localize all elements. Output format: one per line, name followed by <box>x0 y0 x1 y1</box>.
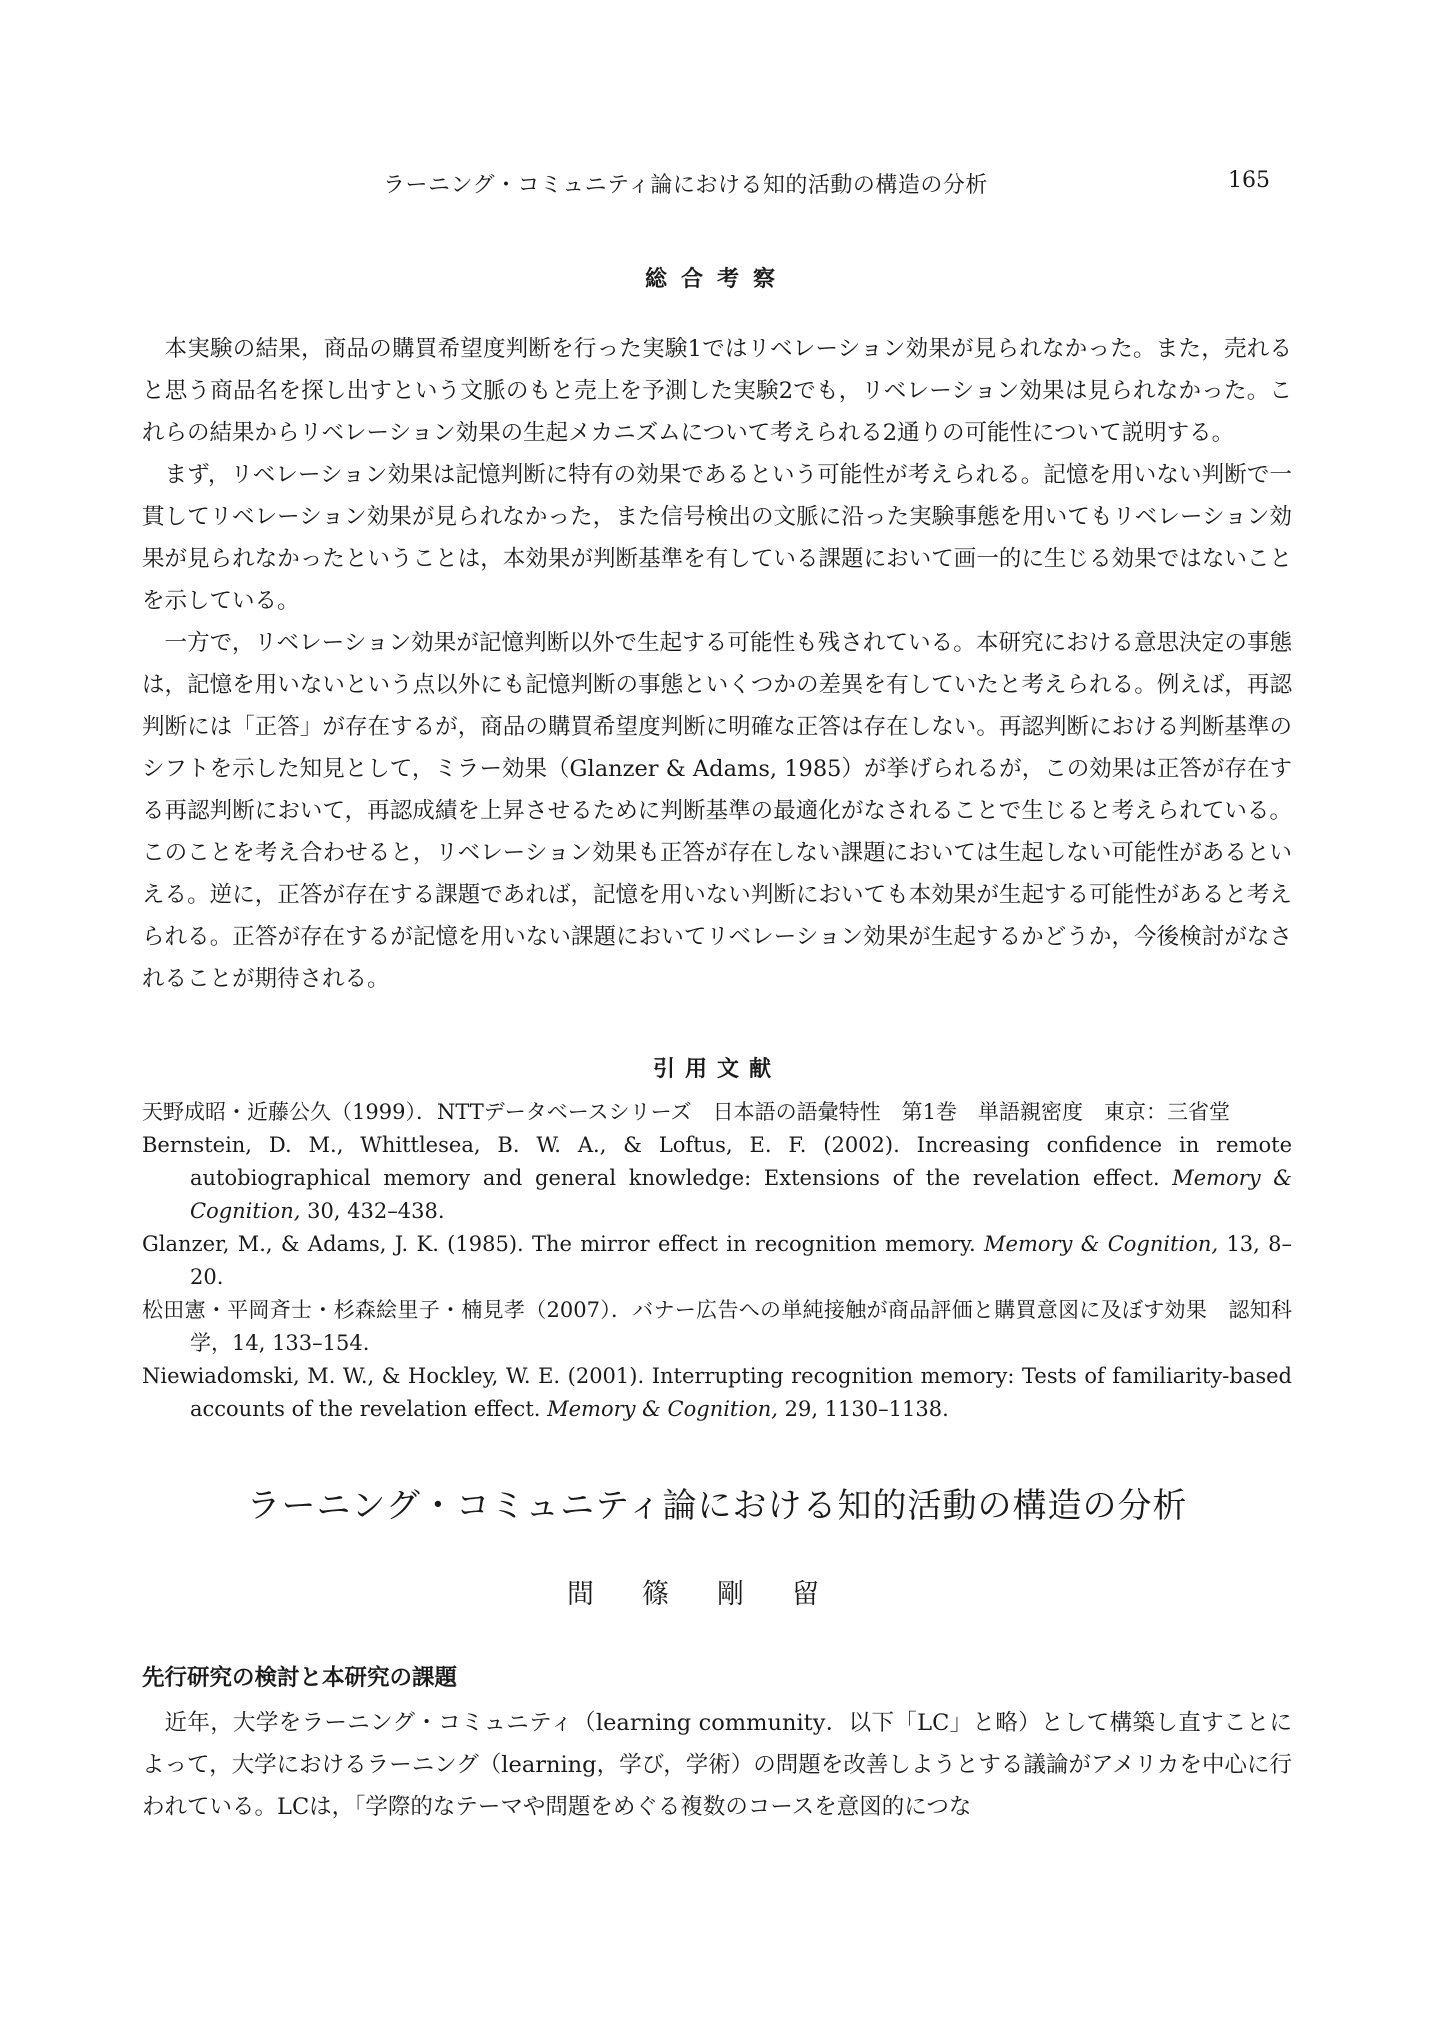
reference-journal: Memory & Cognition, <box>547 1397 778 1421</box>
reference-journal: Memory & Cognition, <box>984 1232 1219 1256</box>
page-number: 165 <box>1228 168 1270 193</box>
discussion-paragraph: まず，リベレーション効果は記憶判断に特有の効果であるという可能性が考えられる。記憶を用いない判断で一貫してリベレーション効果が見られなかった，また信号検出の文脈に沿った実験事態を用いてもリベレーション効果が見られなかったということは，本効果が判断基準を有している課題において画一的に生じる効果ではないことを示している。 <box>142 462 1292 614</box>
article-body <box>142 1702 1292 1828</box>
discussion-heading: 総合考察 <box>644 267 789 292</box>
discussion-paragraph: 一方で，リベレーション効果が記憶判断以外で生起する可能性も残されている。本研究における意思決定の事態は，記憶を用いないという点以外にも記憶判断の事態といくつかの差異を有していたと考えられる。例えば，再認判断には「正答」が存在するが，商品の購買希望度判断に明確な正答は存在しない。再認判断における判断基準のシフトを示した知見として，ミラー効果（Glanzer & Adams, 1985）が挙げられるが，この効果は正答が存在する再認判断において，再認成績を上昇させるために判断基準の最適化がなされることで生じると考えられている。このことを考え合わせると，リベレーション効果も正答が存在しない課題においては生起しない可能性があるといえる。逆に，正答が存在する課題であれば，記憶を用いない判断においても本効果が生起する可能性があると考えられる。正答が存在するが記憶を用いない課題においてリベレーション効果が生起するかどうか，今後検討がなされることが期待される。 <box>142 630 1292 992</box>
discussion-body <box>142 328 1292 1000</box>
reference-item <box>142 1228 1292 1294</box>
references-heading: 引用文献 <box>652 1057 781 1082</box>
reference-item <box>142 1096 1292 1129</box>
reference-item <box>142 1360 1292 1426</box>
reference-item <box>142 1129 1292 1228</box>
subsection-heading: 先行研究の検討と本研究の課題 <box>142 1665 458 1691</box>
reference-text: Glanzer, M., & Adams, J. K. (1985). The mirror effect in recognition memory. <box>142 1232 985 1256</box>
reference-text: 松田憲・平岡斉士・杉森絵里子・楠見孝（2007）．バナー広告への単純接触が商品評価と購買意図に及ぼす効果 認知科学，14, 133–154. <box>142 1298 1292 1355</box>
reference-volume-pages: 29, 1130–1138. <box>777 1397 949 1421</box>
reference-journal: Memory & Cognition, <box>190 1166 1292 1223</box>
reference-text: 天野成昭・近藤公久（1999）．NTTデータベースシリーズ 日本語の語彙特性 第1巻 単語親密度 東京：三省堂 <box>142 1100 1230 1124</box>
running-title: ラーニング・コミュニティ論における知的活動の構造の分析 <box>383 173 988 198</box>
running-header <box>0 168 1434 204</box>
reference-item <box>142 1294 1292 1360</box>
reference-text: Bernstein, D. M., Whittlesea, B. W. A., & Loftus, E. F. (2002). Increasing confidence in remote autobiographical memory and general knowledge: Extensions of the revelation effect. <box>142 1133 1292 1190</box>
reference-text: Niewiadomski, M. W., & Hockley, W. E. (2001). Interrupting recognition memory: Tests of familiarity-based accounts of the revelation effect. <box>142 1364 1292 1421</box>
article-author: 間篠剛留 <box>567 1579 867 1610</box>
reference-volume-pages: 30, 432–438. <box>300 1199 445 1223</box>
article-paragraph: 近年，大学をラーニング・コミュニティ（learning community．以下「LC」と略）として構築し直すことによって，大学におけるラーニング（learning，学び，学術）の問題を改善しようとする議論がアメリカを中心に行われている。LCは，「学際的なテーマや問題をめぐる複数のコースを意図的につな <box>142 1710 1292 1820</box>
discussion-paragraph: 本実験の結果，商品の購買希望度判断を行った実験1ではリベレーション効果が見られなかった。また，売れると思う商品名を探し出すという文脈のもと売上を予測した実験2でも，リベレーション効果は見られなかった。これらの結果からリベレーション効果の生起メカニズムについて考えられる2通りの可能性について説明する。 <box>142 336 1292 446</box>
article-title: ラーニング・コミュニティ論における知的活動の構造の分析 <box>246 1486 1188 1526</box>
reference-list <box>142 1096 1292 1426</box>
reference-volume-pages: 13, 8–20. <box>190 1232 1293 1289</box>
